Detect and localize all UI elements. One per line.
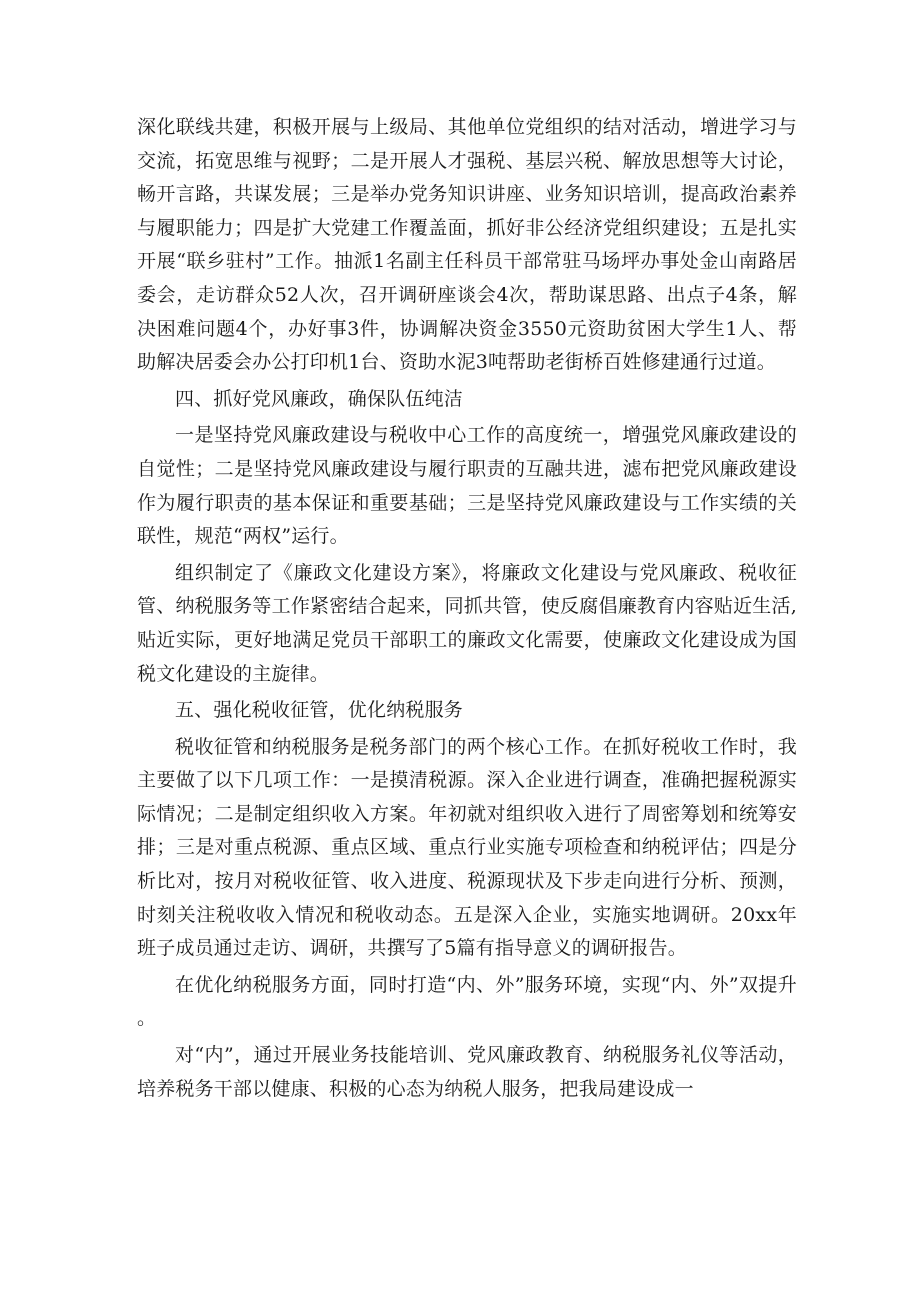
document-body [137,111,797,1106]
paragraph-integrity-measures: 一是坚持党风廉政建设与税收中心工作的高度统一，增强党风廉政建设的自觉性；二是坚持党风廉政建设与履行职责的互融共进，滤布把党风廉政建设作为履行职责的基本保证和重要基础；三是坚持党风廉政建设与工作实绩的关联性，规范“两权”运行。 [137,424,797,548]
section-heading-integrity: 四、抓好党风廉政，确保队伍纯洁 [175,387,464,410]
paragraph-tax-collection-work: 税收征管和纳税服务是税务部门的两个核心工作。在抓好税收工作时，我主要做了以下几项工作：一是摸清税源。深入企业进行调查，准确把握税源实际情况；二是制定组织收入方案。年初就对组织收入进行了周密筹划和统筹安排；三是对重点税源、重点区域、重点行业实施专项检查和纳税评估；四是分析比对，按月对税收征管、收入进度、税源现状及下步走向进行分析、预测，时刻关注税收收入情况和税收动态。五是深入企业，实施实地调研。20xx年班子成员通过走访、调研，共撰写了5篇有指导意义的调研报告。 [137,735,797,960]
section-heading-tax-collection: 五、强化税收征管，优化纳税服务 [175,699,464,722]
paragraph-party-building-activities: 深化联线共建，积极开展与上级局、其他单位党组织的结对活动，增进学习与交流，拓宽思维与视野；二是开展人才强税、基层兴税、解放思想等大讨论，畅开言路，共谋发展；三是举办党务知识讲座、业务知识培训，提高政治素养与履职能力；四是扩大党建工作覆盖面，抓好非公经济党组织建设；五是扎实开展“联乡驻村”工作。抽派1名副主任科员干部常驻马场坪办事处金山南路居委会，走访群众52人次，召开调研座谈会4次，帮助谋思路、出点子4条，解决困难问题4个，办好事3件，协调解决资金3550元资助贫困大学生1人、帮助解决居委会办公打印机1台、资助水泥3吨帮助老街桥百姓修建通行过道。 [137,116,797,374]
paragraph-integrity-culture-plan: 组织制定了《廉政文化建设方案》，将廉政文化建设与党风廉政、税收征管、纳税服务等工作紧密结合起来，同抓共管，使反腐倡廉教育内容贴近生活,贴近实际，更好地满足党员干部职工的廉政文化需要，使廉政文化建设成为国税文化建设的主旋律。 [137,561,797,685]
paragraph-service-optimization: 在优化纳税服务方面，同时打造“内、外”服务环境，实现“内、外”双提升。 [137,973,797,1030]
paragraph-internal-service: 对“内”，通过开展业务技能培训、党风廉政教育、纳税服务礼仪等活动，培养税务干部以健康、积极的心态为纳税人服务，把我局建设成一 [137,1044,797,1100]
